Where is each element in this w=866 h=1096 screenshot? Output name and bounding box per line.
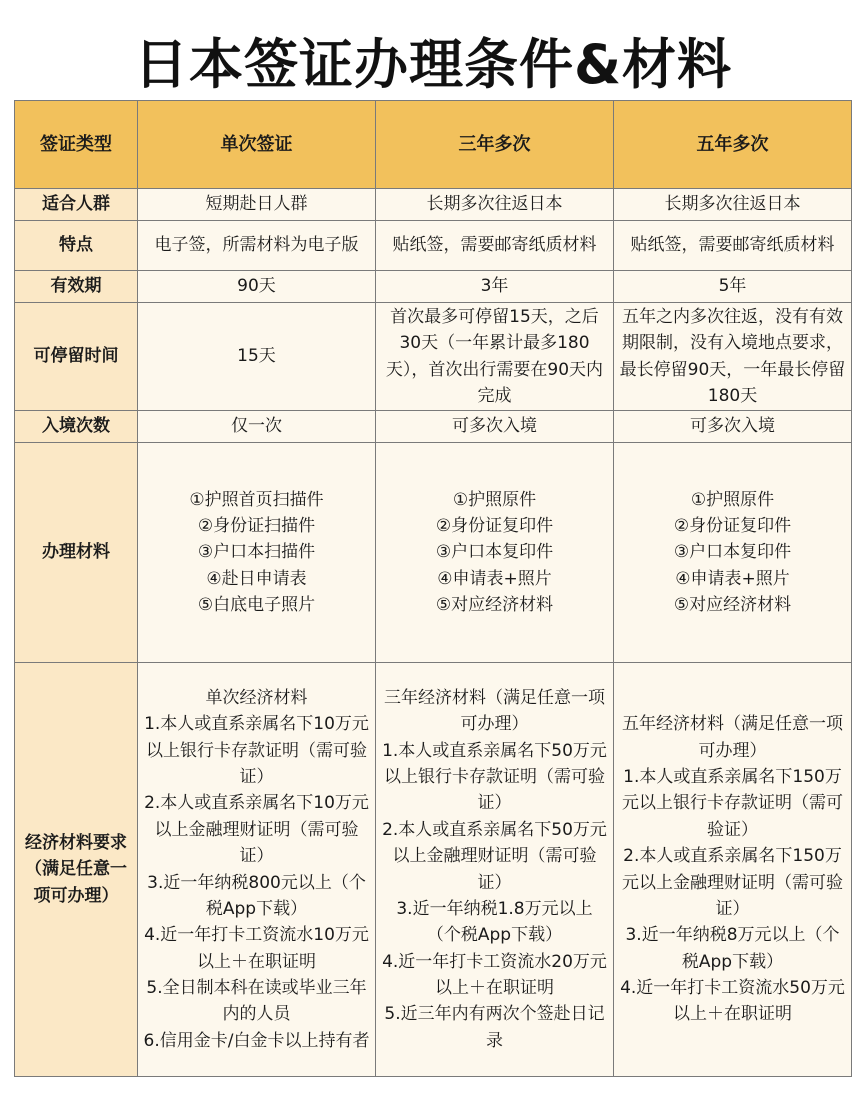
list-item: ③户口本复印件 — [673, 542, 792, 563]
crowd-five-year: 长期多次往返日本 — [614, 189, 852, 221]
list-item: ①护照原件 — [690, 489, 775, 510]
table-row — [15, 303, 852, 411]
table-row — [15, 221, 852, 271]
list-item: 4.近一年打卡工资流水50万元以上＋在职证明 — [620, 977, 845, 1025]
label-line: 经济材料要求 — [25, 832, 127, 853]
row-label-validity: 有效期 — [15, 271, 138, 303]
entries-five-year: 可多次入境 — [614, 411, 852, 443]
list-item: 1.本人或直系亲属名下10万元以上银行卡存款证明（需可验证） — [144, 714, 369, 788]
stay-single: 15天 — [138, 303, 376, 411]
list-item: ②身份证复印件 — [435, 515, 554, 536]
feature-three-year: 贴纸签，需要邮寄纸质材料 — [376, 221, 614, 271]
row-label-entries: 入境次数 — [15, 411, 138, 443]
materials-single — [138, 443, 376, 663]
list-item: ⑤对应经济材料 — [435, 595, 554, 616]
table-row — [15, 443, 852, 663]
list-item: 五年经济材料（满足任意一项可办理） — [622, 714, 843, 761]
list-item: ④申请表+照片 — [675, 568, 790, 589]
row-label-stay: 可停留时间 — [15, 303, 138, 411]
economic-three-year — [376, 663, 614, 1077]
list-item: 3.近一年纳税8万元以上（个税App下载） — [625, 925, 840, 972]
materials-five-year — [614, 443, 852, 663]
list-item: ⑤对应经济材料 — [673, 595, 792, 616]
list-item: ①护照首页扫描件 — [189, 489, 324, 510]
materials-three-year — [376, 443, 614, 663]
label-line: 项可办理） — [33, 885, 119, 906]
list-item: 2.本人或直系亲属名下50万元以上金融理财证明（需可验证） — [382, 819, 607, 893]
table-row — [15, 411, 852, 443]
row-label-feature: 特点 — [15, 221, 138, 271]
list-item: 3.近一年纳税1.8万元以上（个税App下载） — [396, 898, 593, 946]
list-item: ④赴日申请表 — [206, 568, 307, 589]
stay-three-year: 首次最多可停留15天，之后30天（一年累计最多180天），首次出行需要在90天内完成 — [376, 303, 614, 411]
header-five-year: 五年多次 — [614, 101, 852, 189]
header-single: 单次签证 — [138, 101, 376, 189]
table-row — [15, 663, 852, 1077]
crowd-three-year: 长期多次往返日本 — [376, 189, 614, 221]
list-item: 4.近一年打卡工资流水10万元以上＋在职证明 — [144, 925, 369, 972]
economic-single — [138, 663, 376, 1077]
list-item: ④申请表+照片 — [437, 568, 552, 589]
list-item: 1.本人或直系亲属名下50万元以上银行卡存款证明（需可验证） — [382, 740, 607, 814]
label-line: （满足任意一 — [25, 859, 127, 880]
table-row — [15, 271, 852, 303]
list-item: ⑤白底电子照片 — [197, 595, 316, 616]
row-label-crowd: 适合人群 — [15, 189, 138, 221]
list-item: 5.近三年内有两次个签赴日记录 — [384, 1004, 605, 1051]
row-label-economic — [15, 663, 138, 1077]
header-visa-type: 签证类型 — [15, 101, 138, 189]
list-item: ①护照原件 — [452, 489, 537, 510]
list-item: 单次经济材料 — [205, 688, 308, 709]
visa-comparison-table — [14, 100, 852, 1076]
feature-single: 电子签，所需材料为电子版 — [138, 221, 376, 271]
list-item: ③户口本扫描件 — [197, 542, 316, 563]
feature-five-year: 贴纸签，需要邮寄纸质材料 — [614, 221, 852, 271]
list-item: 2.本人或直系亲属名下150万元以上金融理财证明（需可验证） — [622, 846, 843, 919]
list-item: ②身份证扫描件 — [197, 515, 316, 536]
page-title: 日本签证办理条件&材料 — [133, 33, 733, 96]
economic-five-year — [614, 663, 852, 1077]
list-item: 1.本人或直系亲属名下150万元以上银行卡存款证明（需可验证） — [622, 767, 843, 840]
list-item: ②身份证复印件 — [673, 515, 792, 536]
list-item: ③户口本复印件 — [435, 542, 554, 563]
list-item: 4.近一年打卡工资流水20万元以上＋在职证明 — [382, 951, 607, 998]
crowd-single: 短期赴日人群 — [138, 189, 376, 221]
entries-three-year: 可多次入境 — [376, 411, 614, 443]
list-item: 2.本人或直系亲属名下10万元以上金融理财证明（需可验证） — [144, 793, 369, 867]
row-label-materials: 办理材料 — [15, 443, 138, 663]
header-row — [15, 101, 852, 189]
validity-five-year: 5年 — [614, 271, 852, 303]
list-item: 三年经济材料（满足任意一项可办理） — [384, 688, 605, 735]
list-item: 6.信用金卡/白金卡以上持有者 — [143, 1030, 370, 1051]
list-item: 5.全日制本科在读或毕业三年内的人员 — [146, 977, 367, 1025]
stay-five-year: 五年之内多次往返，没有有效期限制，没有入境地点要求，最长停留90天，一年最长停留180天 — [614, 303, 852, 411]
table-row — [15, 189, 852, 221]
validity-single: 90天 — [138, 271, 376, 303]
header-three-year: 三年多次 — [376, 101, 614, 189]
list-item: 3.近一年纳税800元以上（个税App下载） — [147, 872, 366, 919]
entries-single: 仅一次 — [138, 411, 376, 443]
validity-three-year: 3年 — [376, 271, 614, 303]
